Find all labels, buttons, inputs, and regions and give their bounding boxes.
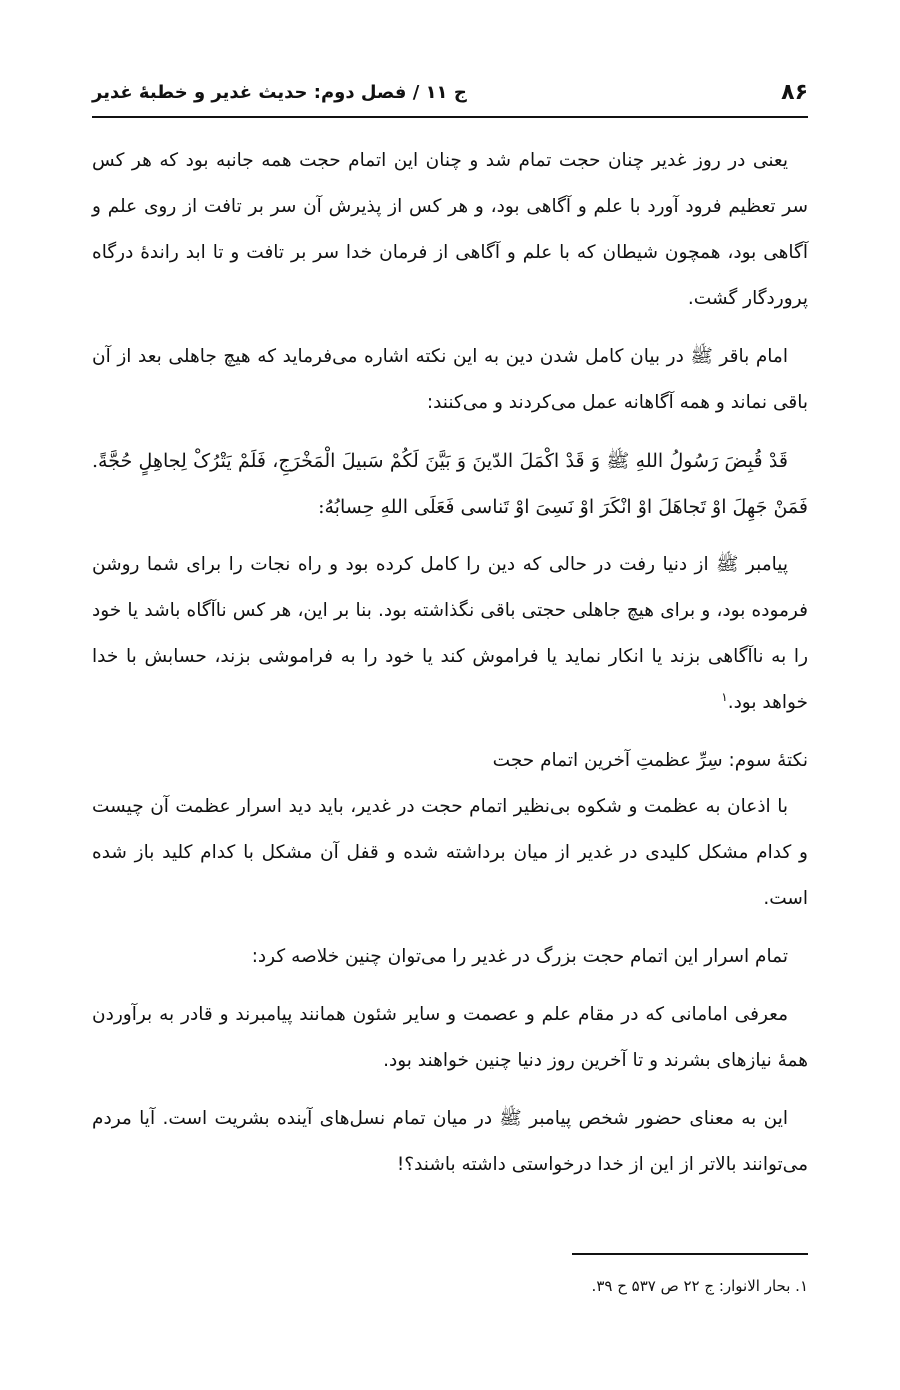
header-divider [92,116,808,118]
paragraph-6: تمام اسرار این اتمام حجت بزرگ در غدیر را می‌توان چنین خلاصه کرد: [251,946,788,967]
paragraph-8: این به معنای حضور شخص پیامبر ﷺ در میان تمام نسل‌های آینده بشریت است. آیا مردم می‌توانند بالاتر از این از خدا درخواستی داشته باشند؟! [92,1108,808,1175]
paragraph-5: با اذعان به عظمت و شکوه بی‌نظیر اتمام حجت در غدیر، باید دید اسرار عظمت آن چیست و کدام مشکل کلیدی در غدیر از میان برداشته شده و قفل آن مشکل با کدام کلید باز شده است. [92,796,808,909]
main-text [92,138,808,1200]
footnote-divider [572,1253,808,1255]
translation-text: پیامبر ﷺ از دنیا رفت در حالی که دین را کامل کرده بود و راه نجات را برای شما روشن فرموده بود، و برای هیچ جاهلی حجتی باقی نگذاشته بود. بنا بر این، هر کس ناآگاه باشد یا خود را به ناآگاهی بزند یا انکار نماید یا فراموش کند یا خود را به فراموشی بزند، حسابش با خدا خواهد بود. [92,554,808,713]
hadith-arabic: قَدْ قُبِضَ رَسُولُ اللهِ ﷺ وَ قَدْ اکْمَلَ الدّینَ وَ بَیَّنَ لَکُمْ سَبیلَ الْمَخْرَجِ، فَلَمْ یَتْرُکْ لِجاهِلٍ حُجَّةً. فَمَنْ جَهِلَ اوْ تَجاهَلَ اوْ انْکَرَ اوْ نَسِیَ اوْ تَناسی فَعَلَی اللهِ حِسابُهُ: [92,450,808,518]
paragraph-2: امام باقر ﷺ در بیان کامل شدن دین به این نکته اشاره می‌فرماید که هیچ جاهلی بعد از آن باقی نماند و همه آگاهانه عمل می‌کردند و می‌کنند: [92,346,808,413]
running-title: ج ۱۱ / فصل دوم: حدیث غدیر و خطبهٔ غدیر [92,81,467,103]
paragraph-translation [92,542,808,726]
paragraph-7: معرفی امامانی که در مقام علم و عصمت و سایر شئون همانند پیامبرند و قادر به برآوردن همهٔ نیازهای بشرند و تا آخرین روز دنیا چنین خواهند بود. [92,1004,808,1071]
footnote-reference[interactable]: ۱ [721,689,728,704]
paragraph-1: یعنی در روز غدیر چنان حجت تمام شد و چنان این اتمام حجت همه جانبه بود که هر کس سر تعظیم فرود آورد با علم و آگاهی بود، و هر کس از پذیرش آن سر بر تافت از روی علم و آگاهی بود، همچون شیطان که با علم و آگاهی از فرمان خدا سر بر تافت و تا ابد راندهٔ درگاه پروردگار گشت. [92,150,808,309]
section-heading: نکتهٔ سوم: سِرِّ عظمتِ آخرین اتمام حجت [492,750,808,771]
page-header [92,70,808,114]
page-number: ۸۶ [781,79,808,105]
footnote-1: ۱. بحار الانوار: ج ۲۲ ص ۵۳۷ ح ۳۹. [591,1277,808,1295]
